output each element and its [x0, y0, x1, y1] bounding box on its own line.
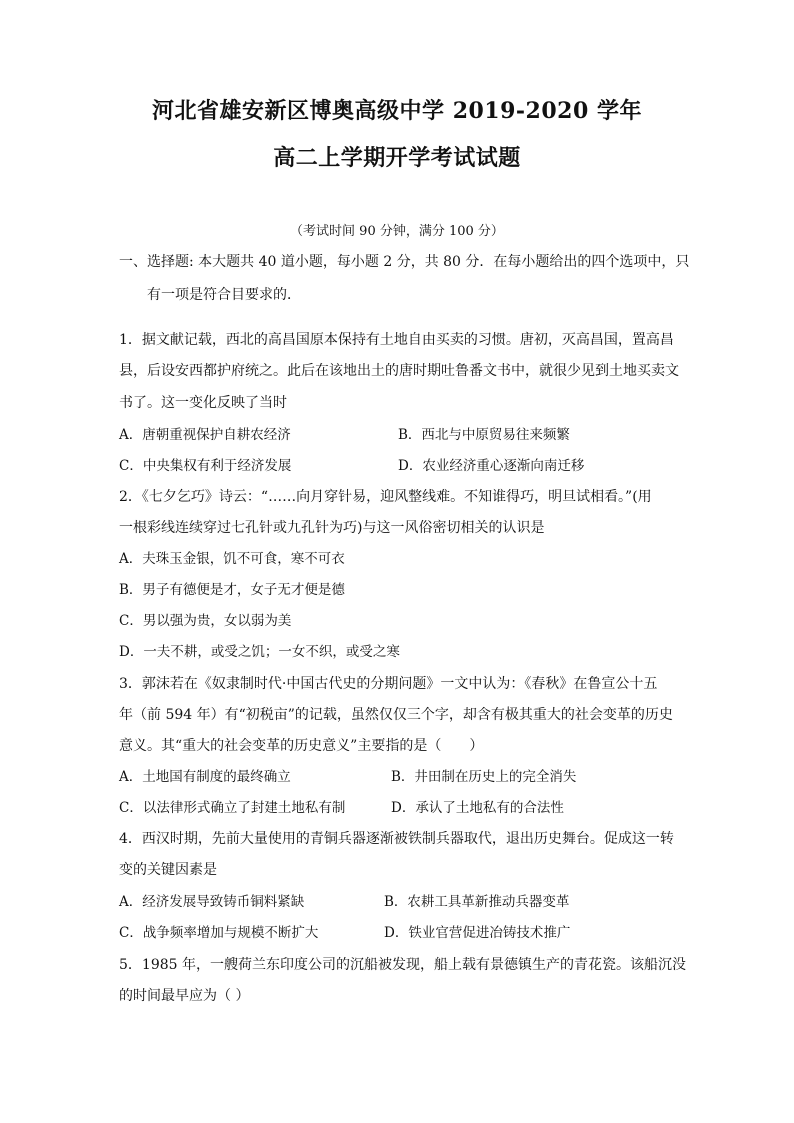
q1-stem-line2: 县，后设安西都护府统之。此后在该地出土的唐时期吐鲁番文书中，就很少见到土地买卖文 [119, 363, 679, 379]
exam-title-line2: 高二上学期开学考试试题 [273, 145, 521, 171]
q1-option-c: C．中央集权有利于经济发展 [119, 458, 292, 474]
q4-option-c: C．战争频率增加与规模不断扩大 [119, 925, 319, 941]
q3-stem-line1: 3．郭沫若在《奴隶制时代·中国古代史的分期问题》一文中认为：《春秋》在鲁宣公十五 [119, 676, 658, 692]
q5-stem-line2: 的时间最早应为（ ） [119, 988, 250, 1004]
q2-option-b: B．男子有德便是才，女子无才便是德 [119, 582, 345, 598]
q4-stem-line1: 4．西汉时期，先前大量使用的青铜兵器逐渐被铁制兵器取代，退出历史舞台。促成这一转 [119, 831, 674, 847]
q4-option-a: A．经济发展导致铸币铜料紧缺 [119, 894, 305, 910]
q1-stem-line1: 1．据文献记载，西北的高昌国原本保持有土地自由买卖的习惯。唐初，灭高昌国，置高昌 [119, 332, 674, 348]
q3-option-d: D．承认了土地私有的合法性 [391, 800, 564, 816]
q3-stem-line3: 意义。其“重大的社会变革的历史意义”主要指的是（ ） [119, 738, 484, 754]
q2-option-a: A．夫珠玉金银，饥不可食，寒不可衣 [119, 551, 345, 567]
section-instruction-line1: 一、选择题: 本大题共 40 道小题，每小题 2 分，共 80 分．在每小题给出的四个选项中，只 [119, 254, 690, 270]
q3-option-a: A．土地国有制度的最终确立 [119, 769, 291, 785]
q1-option-d: D．农业经济重心逐渐向南迁移 [398, 458, 585, 474]
q1-stem-line3: 书了。这一变化反映了当时 [119, 395, 287, 411]
exam-time-note: （考试时间 90 分钟，满分 100 分） [290, 224, 504, 239]
q4-option-d: D．铁业官营促进冶铸技术推广 [384, 925, 571, 941]
q3-stem-line2: 年（前 594 年）有“初税亩”的记载，虽然仅仅三个字，却含有极其重大的社会变革的历史 [119, 707, 673, 723]
q1-option-b: B．西北与中原贸易往来频繁 [398, 427, 570, 443]
q4-option-b: B．农耕工具革新推动兵器变革 [384, 894, 570, 910]
q2-stem-line2: 一根彩线连续穿过七孔针或九孔针为巧)与这一风俗密切相关的认识是 [119, 520, 545, 536]
q5-stem-line1: 5．1985 年，一艘荷兰东印度公司的沉船被发现，船上载有景德镇生产的青花瓷。该船沉没 [119, 957, 686, 973]
q1-option-a: A．唐朝重视保护自耕农经济 [119, 427, 291, 443]
q3-option-c: C．以法律形式确立了封建土地私有制 [119, 800, 346, 816]
q3-option-b: B．井田制在历史上的完全消失 [391, 769, 577, 785]
q2-stem-line1: 2．《七夕乞巧》诗云：“……向月穿针易，迎风整线难。不知谁得巧，明旦试相看。”(用 [119, 489, 652, 505]
q2-option-c: C．男以强为贵，女以弱为美 [119, 613, 292, 629]
exam-title-line1: 河北省雄安新区博奥高级中学 2019-2020 学年 [152, 98, 642, 124]
section-instruction-line2: 有一项是符合目要求的． [147, 287, 301, 303]
q2-option-d: D．一夫不耕，或受之饥；一女不织，或受之寒 [119, 644, 400, 660]
q4-stem-line2: 变的关键因素是 [119, 862, 217, 878]
